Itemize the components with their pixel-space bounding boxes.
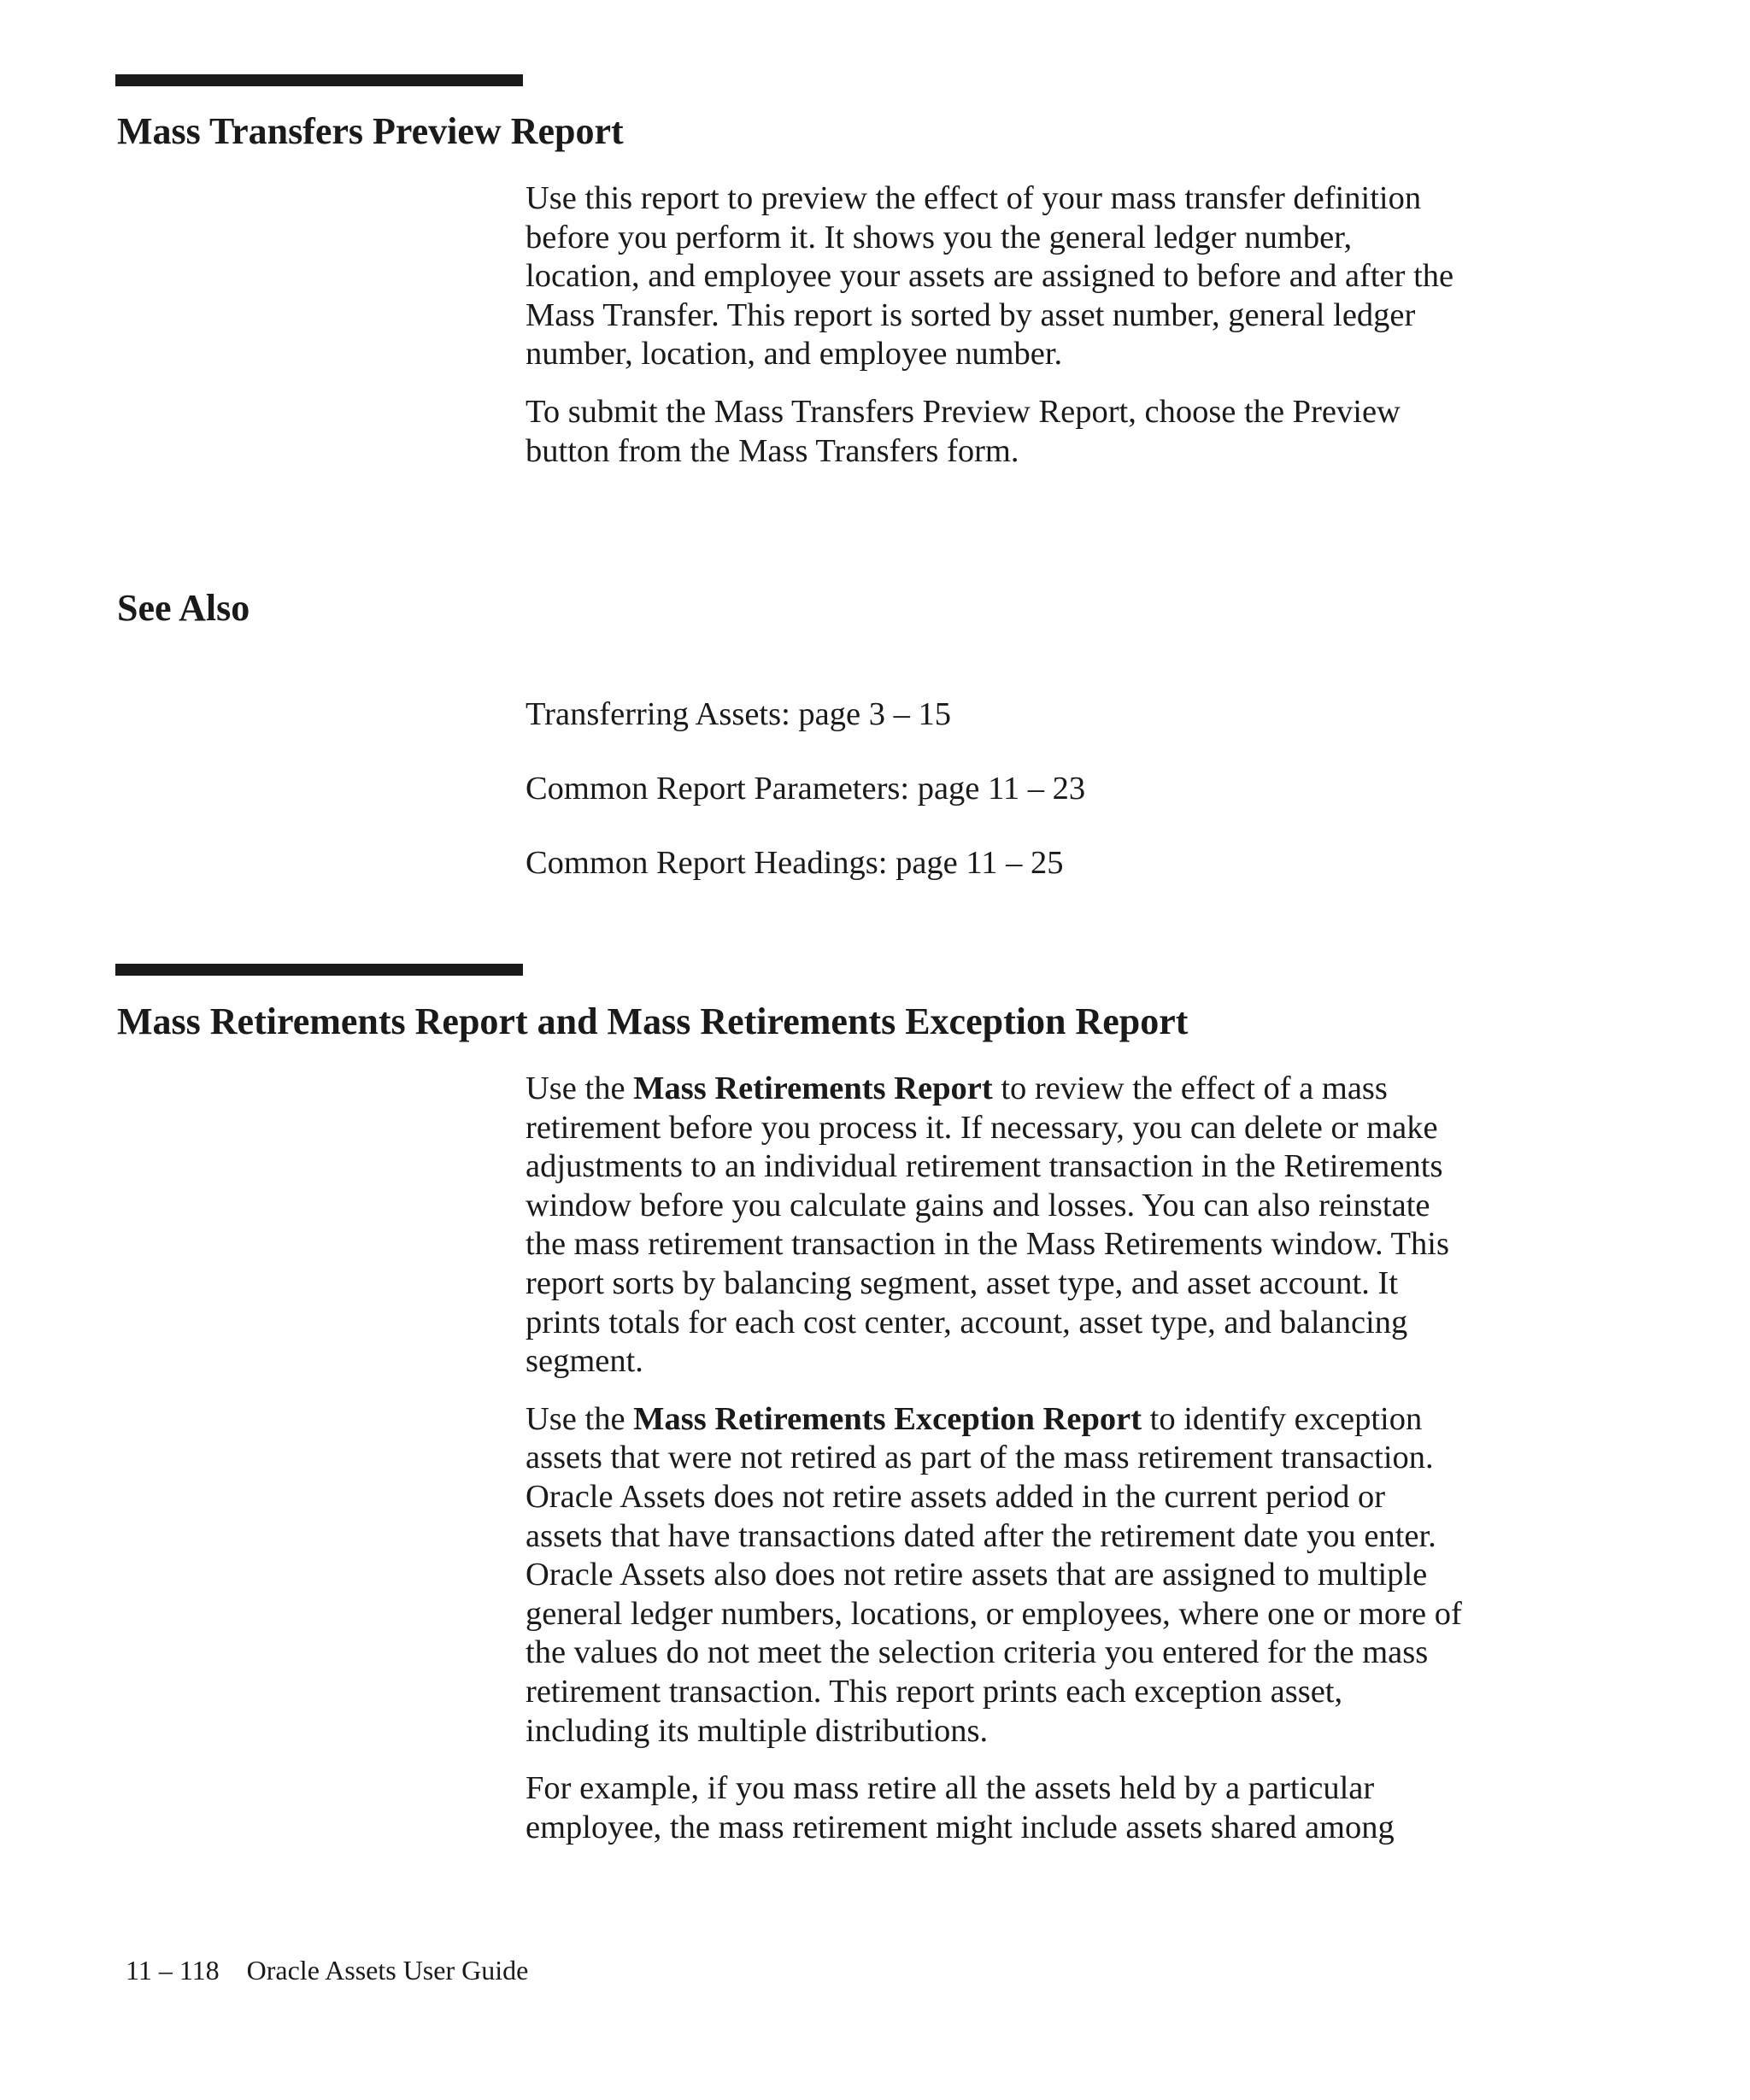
text-line: To submit the Mass Transfers Preview Report, choose the Preview	[526, 393, 1401, 430]
text-line: Use this report to preview the effect of your mass transfer definition	[526, 180, 1422, 216]
text-line: Mass Transfer. This report is sorted by asset number, general ledger	[526, 296, 1416, 333]
see-also-link-common-report-headings[interactable]: Common Report Headings: page 11 – 25	[526, 845, 1064, 881]
text-line: assets that were not retired as part of the mass retirement transaction.	[526, 1440, 1434, 1476]
see-also-link-transferring-assets[interactable]: Transferring Assets: page 3 – 15	[526, 696, 951, 732]
mass-transfers-body	[526, 179, 1568, 490]
see-also-link-common-report-parameters[interactable]: Common Report Parameters: page 11 – 23	[526, 771, 1086, 807]
text-line: retirement transaction. This report prints each exception asset,	[526, 1673, 1343, 1710]
page-number: 11 – 118	[126, 1955, 220, 1986]
text-line: Oracle Assets also does not retire assets that are assigned to multiple	[526, 1557, 1428, 1593]
mass-transfers-paragraph-2	[526, 393, 1568, 471]
report-name-mass-retirements-exception: Mass Retirements Exception Report	[633, 1400, 1142, 1437]
mass-retirements-paragraph-2	[526, 1400, 1568, 1751]
text-line: before you perform it. It shows you the general ledger number,	[526, 219, 1353, 255]
mass-retirements-paragraph-3	[526, 1769, 1568, 1847]
text-line	[526, 1400, 1568, 1440]
text-line: retirement before you process it. If necessary, you can delete or make	[526, 1109, 1438, 1146]
text-line: window before you calculate gains and losses. You can also reinstate	[526, 1187, 1430, 1223]
text-line: the values do not meet the selection criteria you entered for the mass	[526, 1634, 1429, 1671]
text-line: the mass retirement transaction in the Mass Retirements window. This	[526, 1226, 1449, 1263]
page-footer	[126, 1953, 528, 1987]
text-line: including its multiple distributions.	[526, 1712, 989, 1749]
text-run: to review the effect of a mass	[992, 1071, 1388, 1106]
text-line: assets that have transactions dated after the retirement date you enter.	[526, 1517, 1436, 1554]
heading-see-also: See Also	[117, 587, 250, 629]
text-line: employee, the mass retirement might include assets shared among	[526, 1809, 1395, 1845]
text-line: segment.	[526, 1343, 643, 1380]
text-line: report sorts by balancing segment, asset type, and asset account. It	[526, 1264, 1399, 1301]
heading-mass-retirements-report: Mass Retirements Report and Mass Retirements Exception Report	[117, 1000, 1189, 1042]
text-line: Oracle Assets does not retire assets added in the current period or	[526, 1478, 1386, 1515]
heading-mass-transfers-preview-report: Mass Transfers Preview Report	[117, 110, 624, 152]
text-line: prints totals for each cost center, account, asset type, and balancing	[526, 1304, 1408, 1340]
mass-retirements-body	[526, 1070, 1568, 1866]
book-title: Oracle Assets User Guide	[246, 1955, 529, 1986]
text-run: to identify exception	[1142, 1400, 1423, 1437]
text-run: Use the	[526, 1071, 634, 1106]
section-rule-mass-retirements	[115, 964, 523, 976]
text-line: general ledger numbers, locations, or employees, where one or more of	[526, 1595, 1462, 1632]
text-line: location, and employee your assets are assigned to before and after the	[526, 258, 1454, 295]
mass-retirements-paragraph-1	[526, 1070, 1568, 1381]
text-line: adjustments to an individual retirement transaction in the Retirements	[526, 1148, 1443, 1185]
text-line: For example, if you mass retire all the assets held by a particular	[526, 1770, 1375, 1807]
text-line: button from the Mass Transfers form.	[526, 432, 1019, 469]
text-line	[526, 1070, 1568, 1109]
report-name-mass-retirements: Mass Retirements Report	[633, 1071, 993, 1106]
text-run: Use the	[526, 1400, 634, 1437]
text-line: number, location, and employee number.	[526, 336, 1063, 372]
section-rule-mass-transfers	[115, 74, 523, 86]
mass-transfers-paragraph-1	[526, 179, 1568, 374]
